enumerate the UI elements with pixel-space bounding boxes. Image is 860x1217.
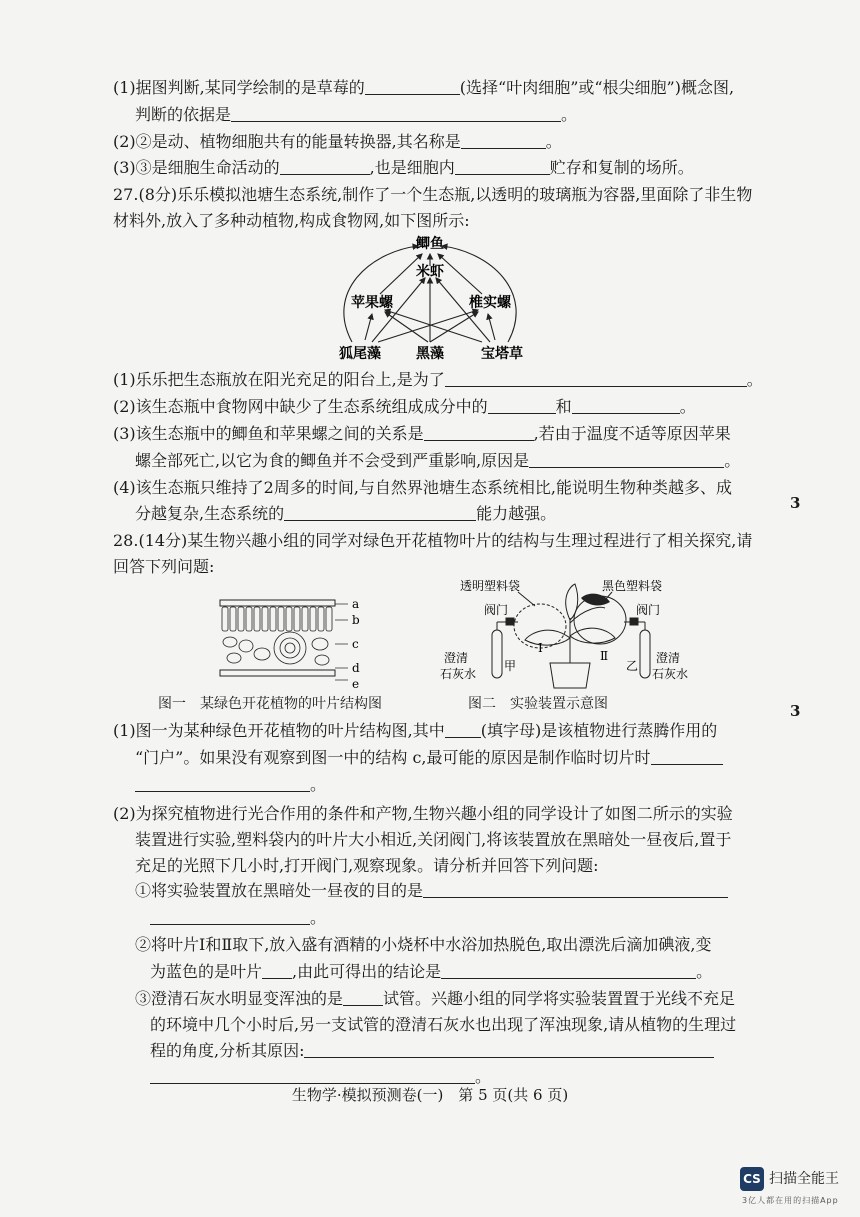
q26-text: (3)③是细胞生命活动的 [113,158,280,177]
q28-part-2-iii-cont-2 [150,1040,714,1062]
q28-text: (填字母)是该植物进行蒸腾作用的 [480,721,718,740]
food-web-node-cone-snail: 椎实螺 [469,295,511,311]
clear-bag-label: 透明塑料袋 [460,579,521,593]
valve-right-label: 阀门 [636,603,661,617]
q27-sub-4-cont [135,503,556,525]
q28-text: 。 [310,775,327,794]
camscanner-logo-icon: CS [740,1167,764,1191]
q28-text: ①将实验装置放在黑暗处一昼夜的目的是 [135,881,424,900]
food-web-node-apple-snail: 苹果螺 [351,295,393,311]
q28-intro-2: 回答下列问题: [113,557,215,576]
answer-blank[interactable] [445,370,747,387]
q27-sub-1 [113,369,763,391]
side-mark: 3 [790,494,801,512]
scanner-tagline: 3亿人都在用的扫描App [742,1196,839,1205]
lime-right-label-1: 澄清 [656,651,681,665]
lime-left-label-1: 澄清 [444,651,469,665]
lime-left-label-2: 石灰水 [440,667,477,681]
q27-text: (2)该生态瓶中食物网中缺少了生态系统组成成分中的 [113,397,488,416]
answer-blank[interactable] [461,132,546,149]
black-bag-label: 黑色塑料袋 [602,579,663,593]
leaf-II-label: Ⅱ [600,649,609,663]
leaf-label-a: a [352,597,360,611]
q28-part-2-iii [135,988,735,1010]
answer-blank[interactable] [284,504,476,521]
q28-intro-1: 28.(14分)某生物兴趣小组的同学对绿色开花植物叶片的结构与生理过程进行了相关探究,请 [113,531,753,550]
side-mark: 3 [790,702,801,720]
answer-blank[interactable] [135,775,310,792]
q28-part-2-ii: ②将叶片Ⅰ和Ⅱ取下,放入盛有酒精的小烧杯中水浴加热脱色,取出漂洗后滴加碘液,变 [135,935,712,954]
q27-text: 。 [746,370,763,389]
q26-text: 。 [561,105,578,124]
q27-intro-1: 27.(8分)乐乐模拟池塘生态系统,制作了一个生态瓶,以透明的玻璃瓶为容器,里面除了非生物 [113,185,753,204]
answer-blank[interactable] [424,424,534,441]
q28-text: 试管。兴趣小组的同学将实验装置置于光线不充足 [383,989,736,1008]
q26-line-3 [113,131,562,153]
q26-text: (2)②是动、植物细胞共有的能量转换器,其名称是 [113,132,461,151]
q28-part-1-cont [135,747,723,769]
q28-part-2-ii-cont [150,961,712,983]
q27-text: 能力越强。 [476,504,557,523]
valve-left-label: 阀门 [484,603,509,617]
leaf-label-d: d [352,661,360,675]
q27-text: 和 [555,397,572,416]
page-footer: 生物学·模拟预测卷(一) 第 5 页(共 6 页) [291,1086,569,1104]
q26-text: ,也是细胞内 [369,158,455,177]
q27-text: 。 [679,397,696,416]
q28-text: ,由此可得出的结论是 [292,962,442,981]
answer-blank[interactable] [150,908,310,925]
q26-line-4 [113,157,694,179]
food-web-diagram [330,232,540,362]
food-web-node-plant-2: 黑藻 [416,346,444,362]
q27-sub-4: (4)该生态瓶只维持了2周多的时间,与自然界池塘生态系统相比,能说明生物种类越多、成 [113,478,733,497]
leaf-label-b: b [352,613,360,627]
q26-text: 判断的依据是 [135,105,232,124]
leaf-label-e: e [352,677,360,691]
tube-b-label: 乙 [626,659,639,673]
q28-text: “门户”。如果没有观察到图一中的结构 c,最可能的原因是制作临时切片时 [135,748,651,767]
scanner-app-name: 扫描全能王 [769,1171,839,1187]
q28-part-1 [113,720,717,742]
q27-text: 。 [724,451,741,470]
food-web-node-fish: 鲫鱼 [416,236,444,252]
q26-text: 。 [545,132,562,151]
answer-blank[interactable] [231,105,561,122]
lime-right-label-2: 石灰水 [652,667,689,681]
q28-text: 。 [696,962,713,981]
q28-part-2-iii-cont: 的环境中几个小时后,另一支试管的澄清石灰水也出现了浑浊现象,请从植物的生理过 [150,1015,737,1034]
q28-text: 。 [310,908,327,927]
q28-part-2-cont-2: 充足的光照下几小时,打开阀门,观察现象。请分析并回答下列问题: [135,856,599,875]
answer-blank[interactable] [529,451,724,468]
q27-intro-2: 材料外,放入了多种动植物,构成食物网,如下图所示: [113,211,470,230]
answer-blank[interactable] [651,748,723,765]
q26-text: (选择“叶肉细胞”或“根尖细胞”)概念图, [459,78,735,97]
q27-text: 分越复杂,生态系统的 [135,504,285,523]
tube-a-label: 甲 [504,659,517,673]
q28-text: (1)图一为某种绿色开花植物的叶片结构图,其中 [113,721,445,740]
q28-text: 。 [475,1067,492,1086]
q27-text: (1)乐乐把生态瓶放在阳光充足的阳台上,是为了 [113,370,445,389]
q28-part-2-i [135,880,728,902]
leaf-structure-figure [210,594,370,692]
q26-text: (1)据图判断,某同学绘制的是草莓的 [113,78,365,97]
leaf-I-label: Ⅰ [538,641,543,655]
q27-sub-3 [113,423,731,445]
q27-text: (3)该生态瓶中的鲫鱼和苹果螺之间的关系是 [113,424,424,443]
experiment-apparatus-figure [440,578,700,693]
q28-part-1-end [135,774,326,796]
food-web-node-shrimp: 米虾 [416,264,444,280]
answer-blank[interactable] [280,158,370,175]
q28-part-2-cont-1: 装置进行实验,塑料袋内的叶片大小相近,关闭阀门,将该装置放在黑暗处一昼夜后,置于 [135,830,732,849]
q28-part-2-i-end [150,907,326,929]
q26-line-2 [135,104,577,126]
answer-blank[interactable] [455,158,550,175]
q27-sub-2 [113,396,696,418]
answer-blank[interactable] [365,78,460,95]
answer-blank[interactable] [304,1041,714,1058]
q28-text: ③澄清石灰水明显变浑浊的是 [135,989,344,1008]
q27-sub-3-cont [135,450,740,472]
q28-text: 为蓝色的是叶片 [150,962,263,981]
answer-blank[interactable] [445,721,481,738]
answer-blank[interactable] [150,1067,475,1084]
answer-blank[interactable] [423,881,728,898]
food-web-node-plant-1: 狐尾藻 [339,346,381,362]
q28-text: 程的角度,分析其原因: [150,1041,305,1060]
q27-text: ,若由于温度不适等原因苹果 [533,424,731,443]
answer-blank[interactable] [441,962,696,979]
figure-2-caption: 图二 实验装置示意图 [468,696,608,712]
q28-part-2: (2)为探究植物进行光合作用的条件和产物,生物兴趣小组的同学设计了如图二所示的实验 [113,804,733,823]
food-web-node-plant-3: 宝塔草 [481,346,523,362]
answer-blank[interactable] [262,962,292,979]
answer-blank[interactable] [572,397,680,414]
answer-blank[interactable] [343,989,383,1006]
leaf-label-c: c [352,637,359,651]
q26-text: 贮存和复制的场所。 [549,158,694,177]
q26-line-1 [113,77,734,99]
answer-blank[interactable] [488,397,556,414]
q27-text: 螺全部死亡,以它为食的鲫鱼并不会受到严重影响,原因是 [135,451,530,470]
figure-1-caption: 图一 某绿色开花植物的叶片结构图 [158,696,382,712]
